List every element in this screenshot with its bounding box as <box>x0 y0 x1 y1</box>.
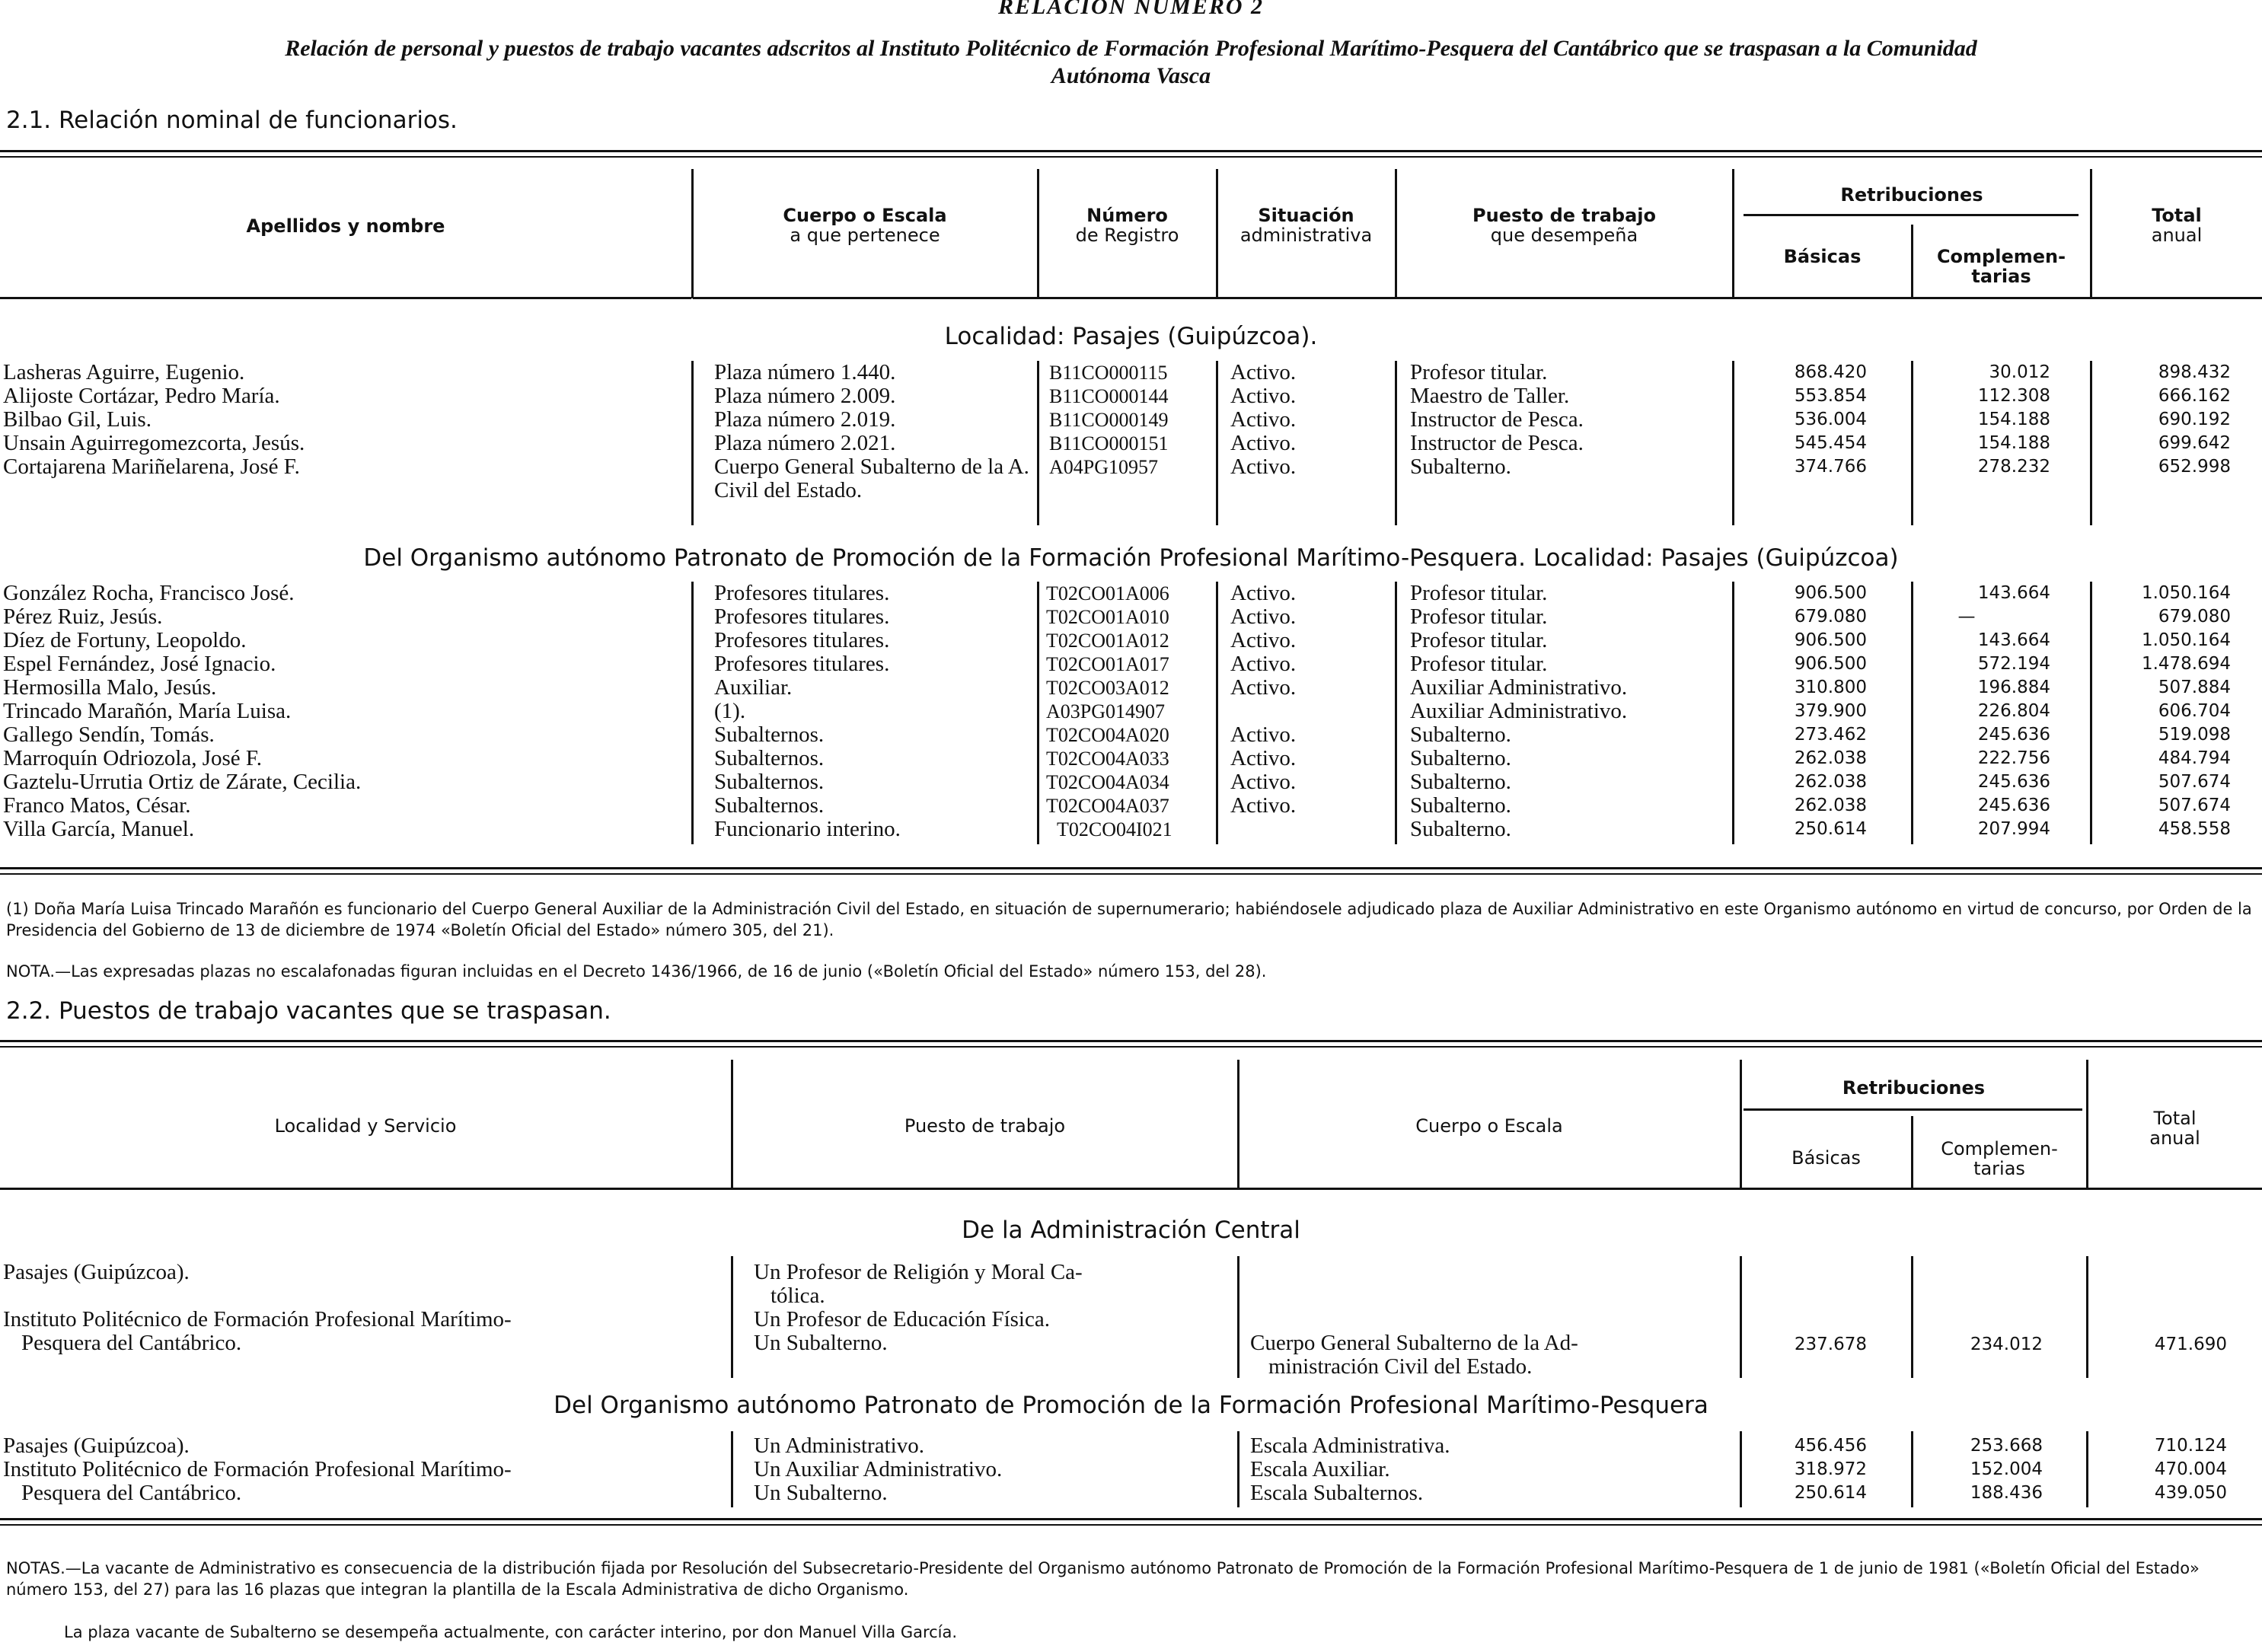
cell-cuerpo: Escala Administrativa. <box>1250 1434 1450 1458</box>
table-row <box>0 676 2262 700</box>
table-row <box>0 794 2262 818</box>
cell-name: Díez de Fortuny, Leopoldo. <box>3 628 247 652</box>
cell-registro: A03PG014907 <box>1046 700 1166 722</box>
cell-puesto: Auxiliar Administrativo. <box>1410 675 1628 700</box>
cell-complementarias: 143.664 <box>1977 630 2050 650</box>
cell-registro: T02CO04A034 <box>1046 771 1169 793</box>
group-heading-patronato: Del Organismo autónomo Patronato de Promoción de la Formación Profesional Marítimo-Pesquera. Localidad: Pasajes (Guipúzcoa) <box>363 544 1899 572</box>
cell-situacion: Activo. <box>1230 581 1297 605</box>
cell-basicas: 868.420 <box>1794 362 1867 382</box>
cell-total: 458.558 <box>2158 819 2231 839</box>
cell-complementarias: 222.756 <box>1977 748 2050 768</box>
footnote-1: (1) Doña María Luisa Trincado Marañón es funcionario del Cuerpo General Auxiliar de la Administración Civil del Estado, en situación de supernumerario; habiéndosele adjudicado plaza de Auxiliar Administrativo en este Organismo autónomo en virtud de concurso, por Orden de la Presidencia del Gobierno de 13 de diciembre de 1974 «Boletín Oficial del Estado» número 305, del 21). <box>6 900 2252 939</box>
header-cuerpo-line2: a que pertenece <box>790 225 940 246</box>
cell-situacion: Activo. <box>1230 675 1297 700</box>
table-top-rule <box>0 150 2262 152</box>
cell-cuerpo: (1). <box>714 699 746 723</box>
header-cuerpo-line1: Cuerpo o Escala <box>783 205 947 226</box>
cell-basicas: 456.456 <box>1794 1436 1867 1456</box>
header-complementarias-line2: tarias <box>1971 266 2031 287</box>
notas-vacante-administrativo: NOTAS.—La vacante de Administrativo es consecuencia de la distribución fijada por Resolución del Subsecretario-Presidente del Organismo autónomo Patronato de Promoción de la Formación Profesional Marítimo-Pesquera de 1 de junio de 1981 («Boletín Oficial del Estado» número 153, del 27) para las 16 plazas que integran la plantilla de la Escala Administrativa de dicho Organismo. <box>6 1559 2200 1599</box>
table-bottom-rule <box>0 867 2262 869</box>
header-cuerpo-escala: Cuerpo o Escala <box>1415 1115 1563 1137</box>
cell-basicas: 374.766 <box>1794 457 1867 477</box>
cell-complementarias: 188.436 <box>1970 1483 2043 1503</box>
group-heading-administracion-central: De la Administración Central <box>962 1217 1300 1244</box>
table-row <box>0 361 2262 384</box>
header-complementarias <box>1913 1139 2086 1178</box>
cell-basicas: 250.614 <box>1794 819 1867 839</box>
header-bottom-rule <box>693 297 2262 299</box>
relacion-number-heading: RELACION NUMERO 2 <box>997 0 1265 19</box>
table-row <box>0 384 2262 408</box>
cell-puesto-educacion-fisica: Un Profesor de Educación Física. <box>754 1307 1050 1331</box>
cell-registro: T02CO04A033 <box>1046 748 1169 770</box>
table-row <box>0 629 2262 652</box>
cell-registro: T02CO01A006 <box>1046 582 1169 604</box>
header-bottom-rule <box>0 1188 2262 1190</box>
cell-cuerpo: Funcionario interino. <box>714 817 901 841</box>
header-situacion <box>1217 206 1395 245</box>
header-total-line2: anual <box>2149 1127 2200 1149</box>
header-registro-line1: Número <box>1086 205 1168 226</box>
cell-puesto: Profesor titular. <box>1410 604 1548 629</box>
cell-situacion: Activo. <box>1230 770 1297 794</box>
cell-puesto: Profesor titular. <box>1410 628 1548 652</box>
cell-registro: A04PG10957 <box>1049 456 1159 478</box>
cell-situacion: Activo. <box>1230 360 1297 384</box>
cell-complementarias: 154.188 <box>1977 433 2050 453</box>
cell-total: 710.124 <box>2154 1436 2227 1456</box>
cell-total: 439.050 <box>2154 1483 2227 1503</box>
cell-basicas: 237.678 <box>1794 1335 1867 1354</box>
header-complementarias-line1: Complemen- <box>1936 246 2066 267</box>
cell-cuerpo: Plaza número 2.021. <box>714 431 896 455</box>
cell-puesto: Profesor titular. <box>1410 581 1548 605</box>
header-puesto-line1: Puesto de trabajo <box>1472 205 1656 226</box>
header-bottom-rule <box>0 297 691 299</box>
cell-situacion: Activo. <box>1230 793 1297 818</box>
cell-situacion: Activo. <box>1230 746 1297 770</box>
table-bottom-rule-2 <box>0 873 2262 875</box>
cell-registro: B11CO000151 <box>1049 432 1169 454</box>
cell-total: 507.674 <box>2158 796 2231 815</box>
table-row <box>0 747 2262 770</box>
header-localidad: Localidad y Servicio <box>274 1115 457 1137</box>
table-row <box>0 1434 2262 1458</box>
cell-cuerpo: Plaza número 2.019. <box>714 407 896 432</box>
header-retribuciones: Retribuciones <box>1842 1077 1986 1099</box>
cell-complementarias: 278.232 <box>1977 457 2050 477</box>
cell-name: Pérez Ruiz, Jesús. <box>3 604 163 629</box>
header-basicas: Básicas <box>1783 246 1862 267</box>
cell-cuerpo: Subalternos. <box>714 793 825 818</box>
group-heading-pasajes: Localidad: Pasajes (Guipúzcoa). <box>944 323 1318 350</box>
cell-cuerpo-line2: ministración Civil del Estado. <box>1268 1354 1533 1379</box>
cell-name: Marroquín Odriozola, José F. <box>3 746 262 770</box>
cell-total: 606.704 <box>2158 701 2231 721</box>
cell-puesto: Maestro de Taller. <box>1410 384 1570 408</box>
cell-complementarias: 253.668 <box>1970 1436 2043 1456</box>
cell-puesto: Profesor titular. <box>1410 652 1548 676</box>
cell-basicas: 262.038 <box>1794 748 1867 768</box>
cell-total: 1.478.694 <box>2141 654 2231 674</box>
cell-basicas: 250.614 <box>1794 1483 1867 1503</box>
cell-cuerpo: Subalternos. <box>714 770 825 794</box>
cell-situacion: Activo. <box>1230 722 1297 747</box>
cell-registro: T02CO01A017 <box>1046 653 1169 675</box>
cell-registro: T02CO04A037 <box>1046 795 1169 817</box>
cell-registro: B11CO000149 <box>1049 409 1169 431</box>
cell-cuerpo: Profesores titulares. <box>714 628 890 652</box>
cell-puesto: Un Auxiliar Administrativo. <box>754 1457 1003 1481</box>
subtitle-line-1: Relación de personal y puestos de trabajo vacantes adscritos al Instituto Politécnico de Formación Profesional Marítimo-Pesquera del Cantábrico que se traspasan a la Comunidad <box>285 36 1977 61</box>
cell-localidad-line1: Pasajes (Guipúzcoa). <box>3 1434 190 1458</box>
cell-cuerpo: Escala Subalternos. <box>1250 1481 1424 1505</box>
cell-puesto: Subalterno. <box>1410 817 1511 841</box>
cell-name: Gallego Sendín, Tomás. <box>3 722 215 747</box>
cell-total: 666.162 <box>2158 386 2231 406</box>
cell-registro: T02CO01A012 <box>1046 630 1169 652</box>
cell-complementarias: — <box>1957 607 1976 627</box>
table-row <box>0 1458 2262 1481</box>
header-puesto <box>1396 206 1732 245</box>
cell-localidad-line2: Instituto Politécnico de Formación Profesional Marítimo- <box>3 1457 512 1481</box>
cell-puesto: Subalterno. <box>1410 770 1511 794</box>
cell-cuerpo: Cuerpo General Subalterno de la A. Civil del Estado. <box>714 454 1029 502</box>
header-puesto-trabajo: Puesto de trabajo <box>904 1115 1066 1137</box>
header-retribuciones: Retribuciones <box>1840 184 1983 206</box>
table-row <box>0 1481 2262 1505</box>
table-row <box>0 605 2262 629</box>
cell-name: Hermosilla Malo, Jesús. <box>3 675 217 700</box>
cell-total: 484.794 <box>2158 748 2231 768</box>
cell-name: Bilbao Gil, Luis. <box>3 407 152 432</box>
cell-complementarias: 196.884 <box>1977 678 2050 697</box>
cell-basicas: 906.500 <box>1794 654 1867 674</box>
cell-total: 1.050.164 <box>2141 630 2231 650</box>
cell-registro: T02CO01A010 <box>1046 606 1169 628</box>
cell-cuerpo: Profesores titulares. <box>714 581 890 605</box>
header-total-line2: anual <box>2151 225 2203 246</box>
table-top-rule-2 <box>0 1046 2262 1048</box>
cell-name: Gaztelu-Urrutia Ortiz de Zárate, Cecilia. <box>3 770 362 794</box>
group-heading-patronato: Del Organismo autónomo Patronato de Promoción de la Formación Profesional Marítimo-Pesquera <box>554 1392 1708 1419</box>
cell-registro: T02CO04A020 <box>1046 724 1169 746</box>
cell-localidad-line1: Pasajes (Guipúzcoa). <box>3 1260 190 1284</box>
cell-situacion: Activo. <box>1230 454 1297 479</box>
cell-total: 699.642 <box>2158 433 2231 453</box>
cell-complementarias: 152.004 <box>1970 1459 2043 1479</box>
retribuciones-rule <box>1744 1108 2082 1111</box>
cell-situacion: Activo. <box>1230 652 1297 676</box>
cell-basicas: 273.462 <box>1794 725 1867 745</box>
cell-complementarias: 207.994 <box>1977 819 2050 839</box>
cell-situacion: Activo. <box>1230 407 1297 432</box>
cell-basicas: 906.500 <box>1794 583 1867 603</box>
cell-puesto: Un Subalterno. <box>754 1481 888 1505</box>
cell-cuerpo: Escala Auxiliar. <box>1250 1457 1390 1481</box>
cell-complementarias: 234.012 <box>1970 1335 2043 1354</box>
cell-registro: T02CO04I021 <box>1057 818 1172 840</box>
cell-basicas: 262.038 <box>1794 772 1867 792</box>
cell-puesto: Auxiliar Administrativo. <box>1410 699 1628 723</box>
cell-registro: B11CO000115 <box>1049 362 1168 384</box>
cell-total: 471.690 <box>2154 1335 2227 1354</box>
table-top-rule-2 <box>0 156 2262 158</box>
table-row <box>0 408 2262 432</box>
nota-plaza-subalterno: La plaza vacante de Subalterno se desempeña actualmente, con carácter interino, por don Manuel Villa García. <box>64 1623 958 1641</box>
header-basicas: Básicas <box>1791 1147 1861 1169</box>
cell-registro: T02CO03A012 <box>1046 677 1169 699</box>
cell-basicas: 262.038 <box>1794 796 1867 815</box>
header-complementarias-line1: Complemen- <box>1941 1138 2058 1159</box>
subtitle-line-2: Autónoma Vasca <box>1051 63 1211 88</box>
cell-puesto-religion: Un Profesor de Religión y Moral Ca- <box>754 1260 1083 1284</box>
header-total-line1: Total <box>2152 205 2202 226</box>
cell-name: Espel Fernández, José Ignacio. <box>3 652 276 676</box>
header-complementarias-line2: tarias <box>1973 1158 2025 1179</box>
cell-complementarias: 154.188 <box>1977 410 2050 429</box>
cell-total: 898.432 <box>2158 362 2231 382</box>
table-row <box>0 818 2262 841</box>
cell-cuerpo: Profesores titulares. <box>714 652 890 676</box>
cell-registro: B11CO000144 <box>1049 385 1169 407</box>
cell-complementarias: 143.664 <box>1977 583 2050 603</box>
cell-situacion: Activo. <box>1230 431 1297 455</box>
table-row <box>0 582 2262 605</box>
cell-puesto: Un Administrativo. <box>754 1434 924 1458</box>
document-subtitle <box>6 35 2256 90</box>
header-registro <box>1038 206 1216 245</box>
cell-total: 470.004 <box>2154 1459 2227 1479</box>
cell-basicas: 679.080 <box>1794 607 1867 627</box>
cell-puesto: Subalterno. <box>1410 793 1511 818</box>
cell-puesto: Profesor titular. <box>1410 360 1548 384</box>
cell-basicas: 318.972 <box>1794 1459 1867 1479</box>
header-complementarias <box>1913 247 2090 286</box>
header-apellidos: Apellidos y nombre <box>246 215 445 237</box>
header-total <box>2088 1108 2262 1148</box>
cell-total: 507.674 <box>2158 772 2231 792</box>
table-row <box>0 432 2262 455</box>
cell-cuerpo: Subalternos. <box>714 746 825 770</box>
cell-cuerpo: Subalternos. <box>714 722 825 747</box>
cell-cuerpo: Profesores titulares. <box>714 604 890 629</box>
cell-cuerpo: Auxiliar. <box>714 675 793 700</box>
cell-situacion: Activo. <box>1230 628 1297 652</box>
cell-basicas: 310.800 <box>1794 678 1867 697</box>
cell-puesto: Subalterno. <box>1410 722 1511 747</box>
cell-name: Villa García, Manuel. <box>3 817 195 841</box>
cell-total: 507.884 <box>2158 678 2231 697</box>
table-bottom-rule <box>0 1518 2262 1520</box>
cell-name: Franco Matos, César. <box>3 793 191 818</box>
header-total-line1: Total <box>2153 1108 2197 1129</box>
cell-puesto-religion-cont: tólica. <box>770 1284 825 1308</box>
cell-puesto-subalterno: Un Subalterno. <box>754 1331 888 1355</box>
cell-total: 519.098 <box>2158 725 2231 745</box>
cell-total: 1.050.164 <box>2141 583 2231 603</box>
cell-complementarias: 112.308 <box>1977 386 2050 406</box>
cell-cuerpo-line1: Cuerpo General Subalterno de la Ad- <box>1250 1331 1578 1355</box>
section-2-2-title: 2.2. Puestos de trabajo vacantes que se traspasan. <box>6 997 611 1025</box>
cell-basicas: 536.004 <box>1794 410 1867 429</box>
cell-name: Cortajarena Mariñelarena, José F. <box>3 454 300 479</box>
cell-basicas: 906.500 <box>1794 630 1867 650</box>
table-bottom-rule-2 <box>0 1524 2262 1526</box>
cell-basicas: 553.854 <box>1794 386 1867 406</box>
cell-name: Lasheras Aguirre, Eugenio. <box>3 360 245 384</box>
cell-basicas: 545.454 <box>1794 433 1867 453</box>
table-row <box>0 770 2262 794</box>
table-top-rule <box>0 1040 2262 1042</box>
cell-localidad-line3: Pesquera del Cantábrico. <box>21 1481 242 1505</box>
cell-situacion: Activo. <box>1230 604 1297 629</box>
cell-situacion: Activo. <box>1230 384 1297 408</box>
cell-name: Unsain Aguirregomezcorta, Jesús. <box>3 431 305 455</box>
cell-total: 652.998 <box>2158 457 2231 477</box>
header-cuerpo <box>693 206 1037 245</box>
table-row <box>0 1261 2262 1383</box>
retribuciones-rule <box>1744 214 2079 216</box>
nota-decreto: NOTA.—Las expresadas plazas no escalafonadas figuran incluidas en el Decreto 1436/1966, de 16 de junio («Boletín Oficial del Estado» número 153, del 28). <box>6 962 1267 981</box>
section-2-1-title: 2.1. Relación nominal de funcionarios. <box>6 107 458 134</box>
cell-puesto: Instructor de Pesca. <box>1410 431 1584 455</box>
cell-basicas: 379.900 <box>1794 701 1867 721</box>
cell-localidad-line3: Pesquera del Cantábrico. <box>21 1331 242 1355</box>
header-registro-line2: de Registro <box>1075 225 1179 246</box>
table-row <box>0 652 2262 676</box>
cell-puesto: Subalterno. <box>1410 746 1511 770</box>
table-row <box>0 723 2262 747</box>
cell-complementarias: 572.194 <box>1977 654 2050 674</box>
cell-total: 690.192 <box>2158 410 2231 429</box>
cell-complementarias: 30.012 <box>1989 362 2050 382</box>
cell-puesto: Instructor de Pesca. <box>1410 407 1584 432</box>
cell-total: 679.080 <box>2158 607 2231 627</box>
table-row <box>0 700 2262 723</box>
header-situacion-line1: Situación <box>1258 205 1354 226</box>
header-puesto-line2: que desempeña <box>1490 225 1638 246</box>
cell-complementarias: 245.636 <box>1977 772 2050 792</box>
cell-name: González Rocha, Francisco José. <box>3 581 295 605</box>
cell-cuerpo: Plaza número 1.440. <box>714 360 896 384</box>
cell-puesto: Subalterno. <box>1410 454 1511 479</box>
cell-localidad-line2: Instituto Politécnico de Formación Profesional Marítimo- <box>3 1307 512 1331</box>
cell-cuerpo: Plaza número 2.009. <box>714 384 896 408</box>
cell-complementarias: 245.636 <box>1977 796 2050 815</box>
cell-name: Trincado Marañón, María Luisa. <box>3 699 292 723</box>
cell-name: Alijoste Cortázar, Pedro María. <box>3 384 280 408</box>
cell-complementarias: 226.804 <box>1977 701 2050 721</box>
header-total <box>2091 206 2262 245</box>
cell-complementarias: 245.636 <box>1977 725 2050 745</box>
header-situacion-line2: administrativa <box>1239 225 1373 246</box>
table-row <box>0 455 2262 526</box>
